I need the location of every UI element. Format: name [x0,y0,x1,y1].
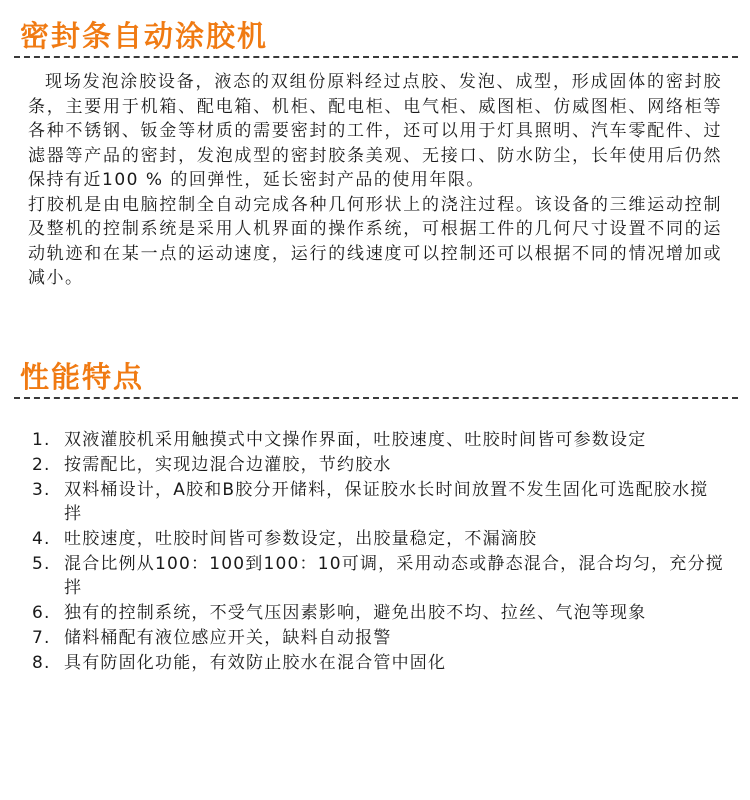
item-text: 具有防固化功能，有效防止胶水在混合管中固化 [64,653,447,673]
list-item [24,478,724,526]
section-divider [14,397,738,399]
list-item [24,626,724,650]
item-text: 吐胶速度，吐胶时间皆可参数设定，出胶量稳定，不漏滴胶 [64,529,538,549]
item-text: 独有的控制系统，不受气压因素影响，避免出胶不均、拉丝、气泡等现象 [64,603,647,623]
item-number: 1. [32,430,51,450]
list-item [24,552,724,600]
item-number: 6. [32,603,51,623]
intro-text [28,70,722,291]
list-item [24,601,724,625]
item-number: 8. [32,653,51,673]
item-text: 双料桶设计，A胶和B胶分开储料，保证胶水长时间放置不发生固化可选配胶水搅拌 [64,480,709,524]
intro-paragraph: 打胶机是由电脑控制全自动完成各种几何形状上的浇注过程。该设备的三维运动控制及整机的控制系统是采用人机界面的操作系统，可根据工件的几何尺寸设置不同的运动轨迹和在某一点的运动速度，运行的线速度可以控制还可以根据不同的情况增加或减小。 [28,194,722,288]
item-number: 7. [32,628,51,648]
feature-list [24,428,724,675]
section-title-machine: 密封条自动涂胶机 [20,19,269,53]
item-number: 4. [32,529,51,549]
item-number: 2. [32,455,51,475]
list-item [24,428,724,452]
item-text: 双液灌胶机采用触摸式中文操作界面，吐胶速度、吐胶时间皆可参数设定 [64,430,647,450]
section-title-features: 性能特点 [20,360,145,394]
item-text: 储料桶配有液位感应开关，缺料自动报警 [64,628,392,648]
item-number: 3. [32,480,51,500]
item-text: 混合比例从100：100到100：10可调，采用动态或静态混合，混合均匀，充分搅拌 [64,554,724,598]
intro-paragraph: 现场发泡涂胶设备，液态的双组份原料经过点胶、发泡、成型，形成固体的密封胶条，主要用于机箱、配电箱、机柜、配电柜、电气柜、威图柜、仿威图柜、网络柜等各种不锈钢、钣金等材质的需要密封的工件，还可以用于灯具照明、汽车零配件、过滤器等产品的密封，发泡成型的密封胶条美观、无接口、防水防尘，长年使用后仍然保持有近100 % 的回弹性，延长密封产品的使用年限。 [28,72,722,190]
list-item [24,453,724,477]
list-item [24,651,724,675]
section-divider [14,56,738,58]
list-item [24,527,724,551]
item-text: 按需配比，实现边混合边灌胶，节约胶水 [64,455,392,475]
item-number: 5. [32,554,51,574]
